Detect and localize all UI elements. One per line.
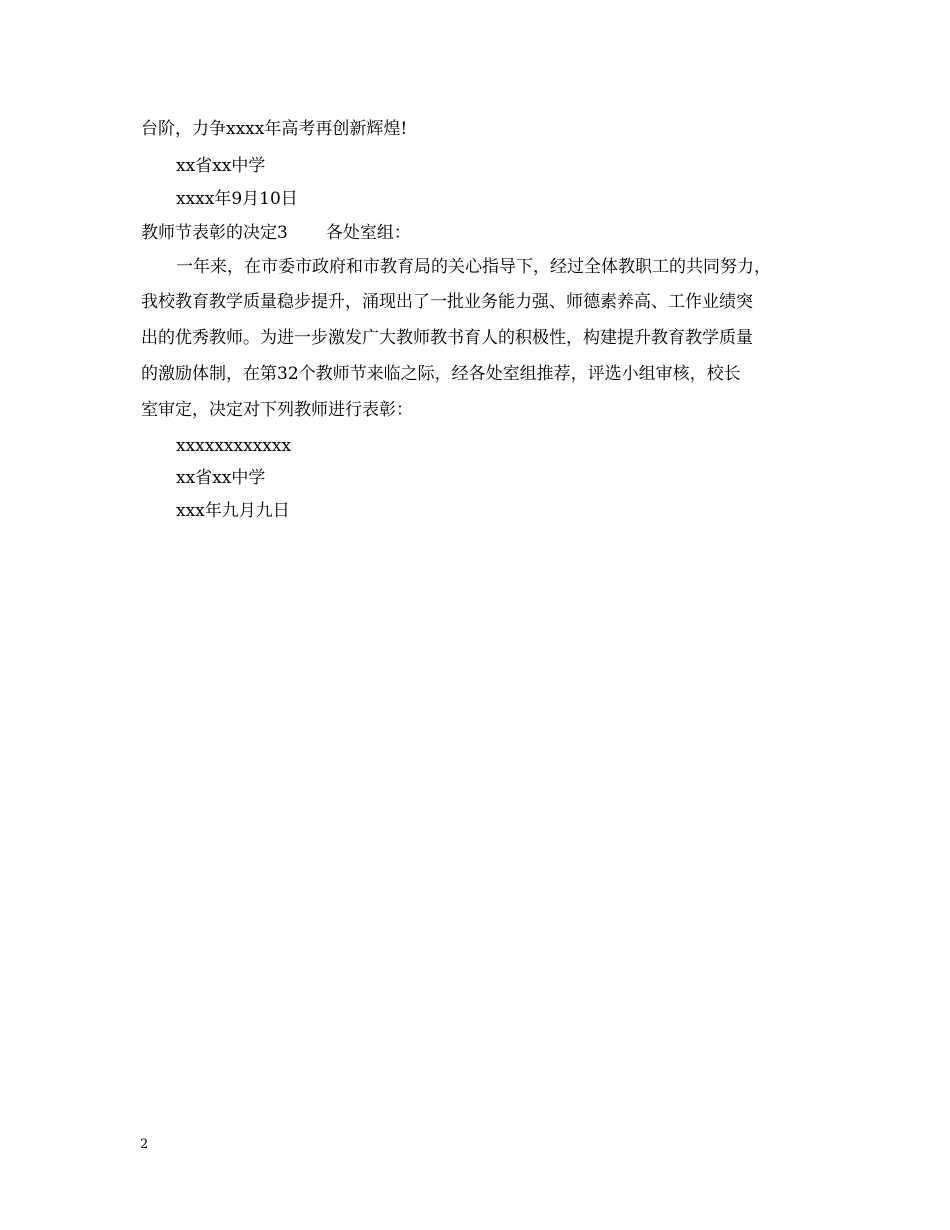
- page-number: 2: [140, 1137, 149, 1152]
- honoree-names: xxxxxxxxxxxx: [176, 436, 292, 456]
- date-signature-2: xxx年九月九日: [176, 501, 290, 521]
- section-heading: [141, 221, 411, 245]
- school-signature-2: xx省xx中学: [176, 468, 266, 488]
- closing-line: 台阶，力争xxxx年高考再创新辉煌!: [141, 119, 408, 139]
- date-signature: xxxx年9月10日: [176, 189, 298, 209]
- paragraph-line: 室审定，决定对下列教师进行表彰：: [141, 400, 413, 420]
- paragraph-line: 出的优秀教师。为进一步激发广大教师教书育人的积极性，构建提升教育教学质量: [141, 328, 753, 348]
- section-title: 教师节表彰的决定3: [141, 223, 288, 243]
- salutation: 各处室组：: [325, 223, 411, 243]
- paragraph-line: 的激励体制，在第32个教师节来临之际，经各处室组推荐，评选小组审核，校长: [141, 364, 741, 384]
- paragraph-line: 我校教育教学质量稳步提升，涌现出了一批业务能力强、师德素养高、工作业绩突: [141, 292, 753, 312]
- paragraph-line: 一年来，在市委市政府和市教育局的关心指导下，经过全体教职工的共同努力，: [176, 257, 771, 277]
- school-signature: xx省xx中学: [176, 156, 266, 176]
